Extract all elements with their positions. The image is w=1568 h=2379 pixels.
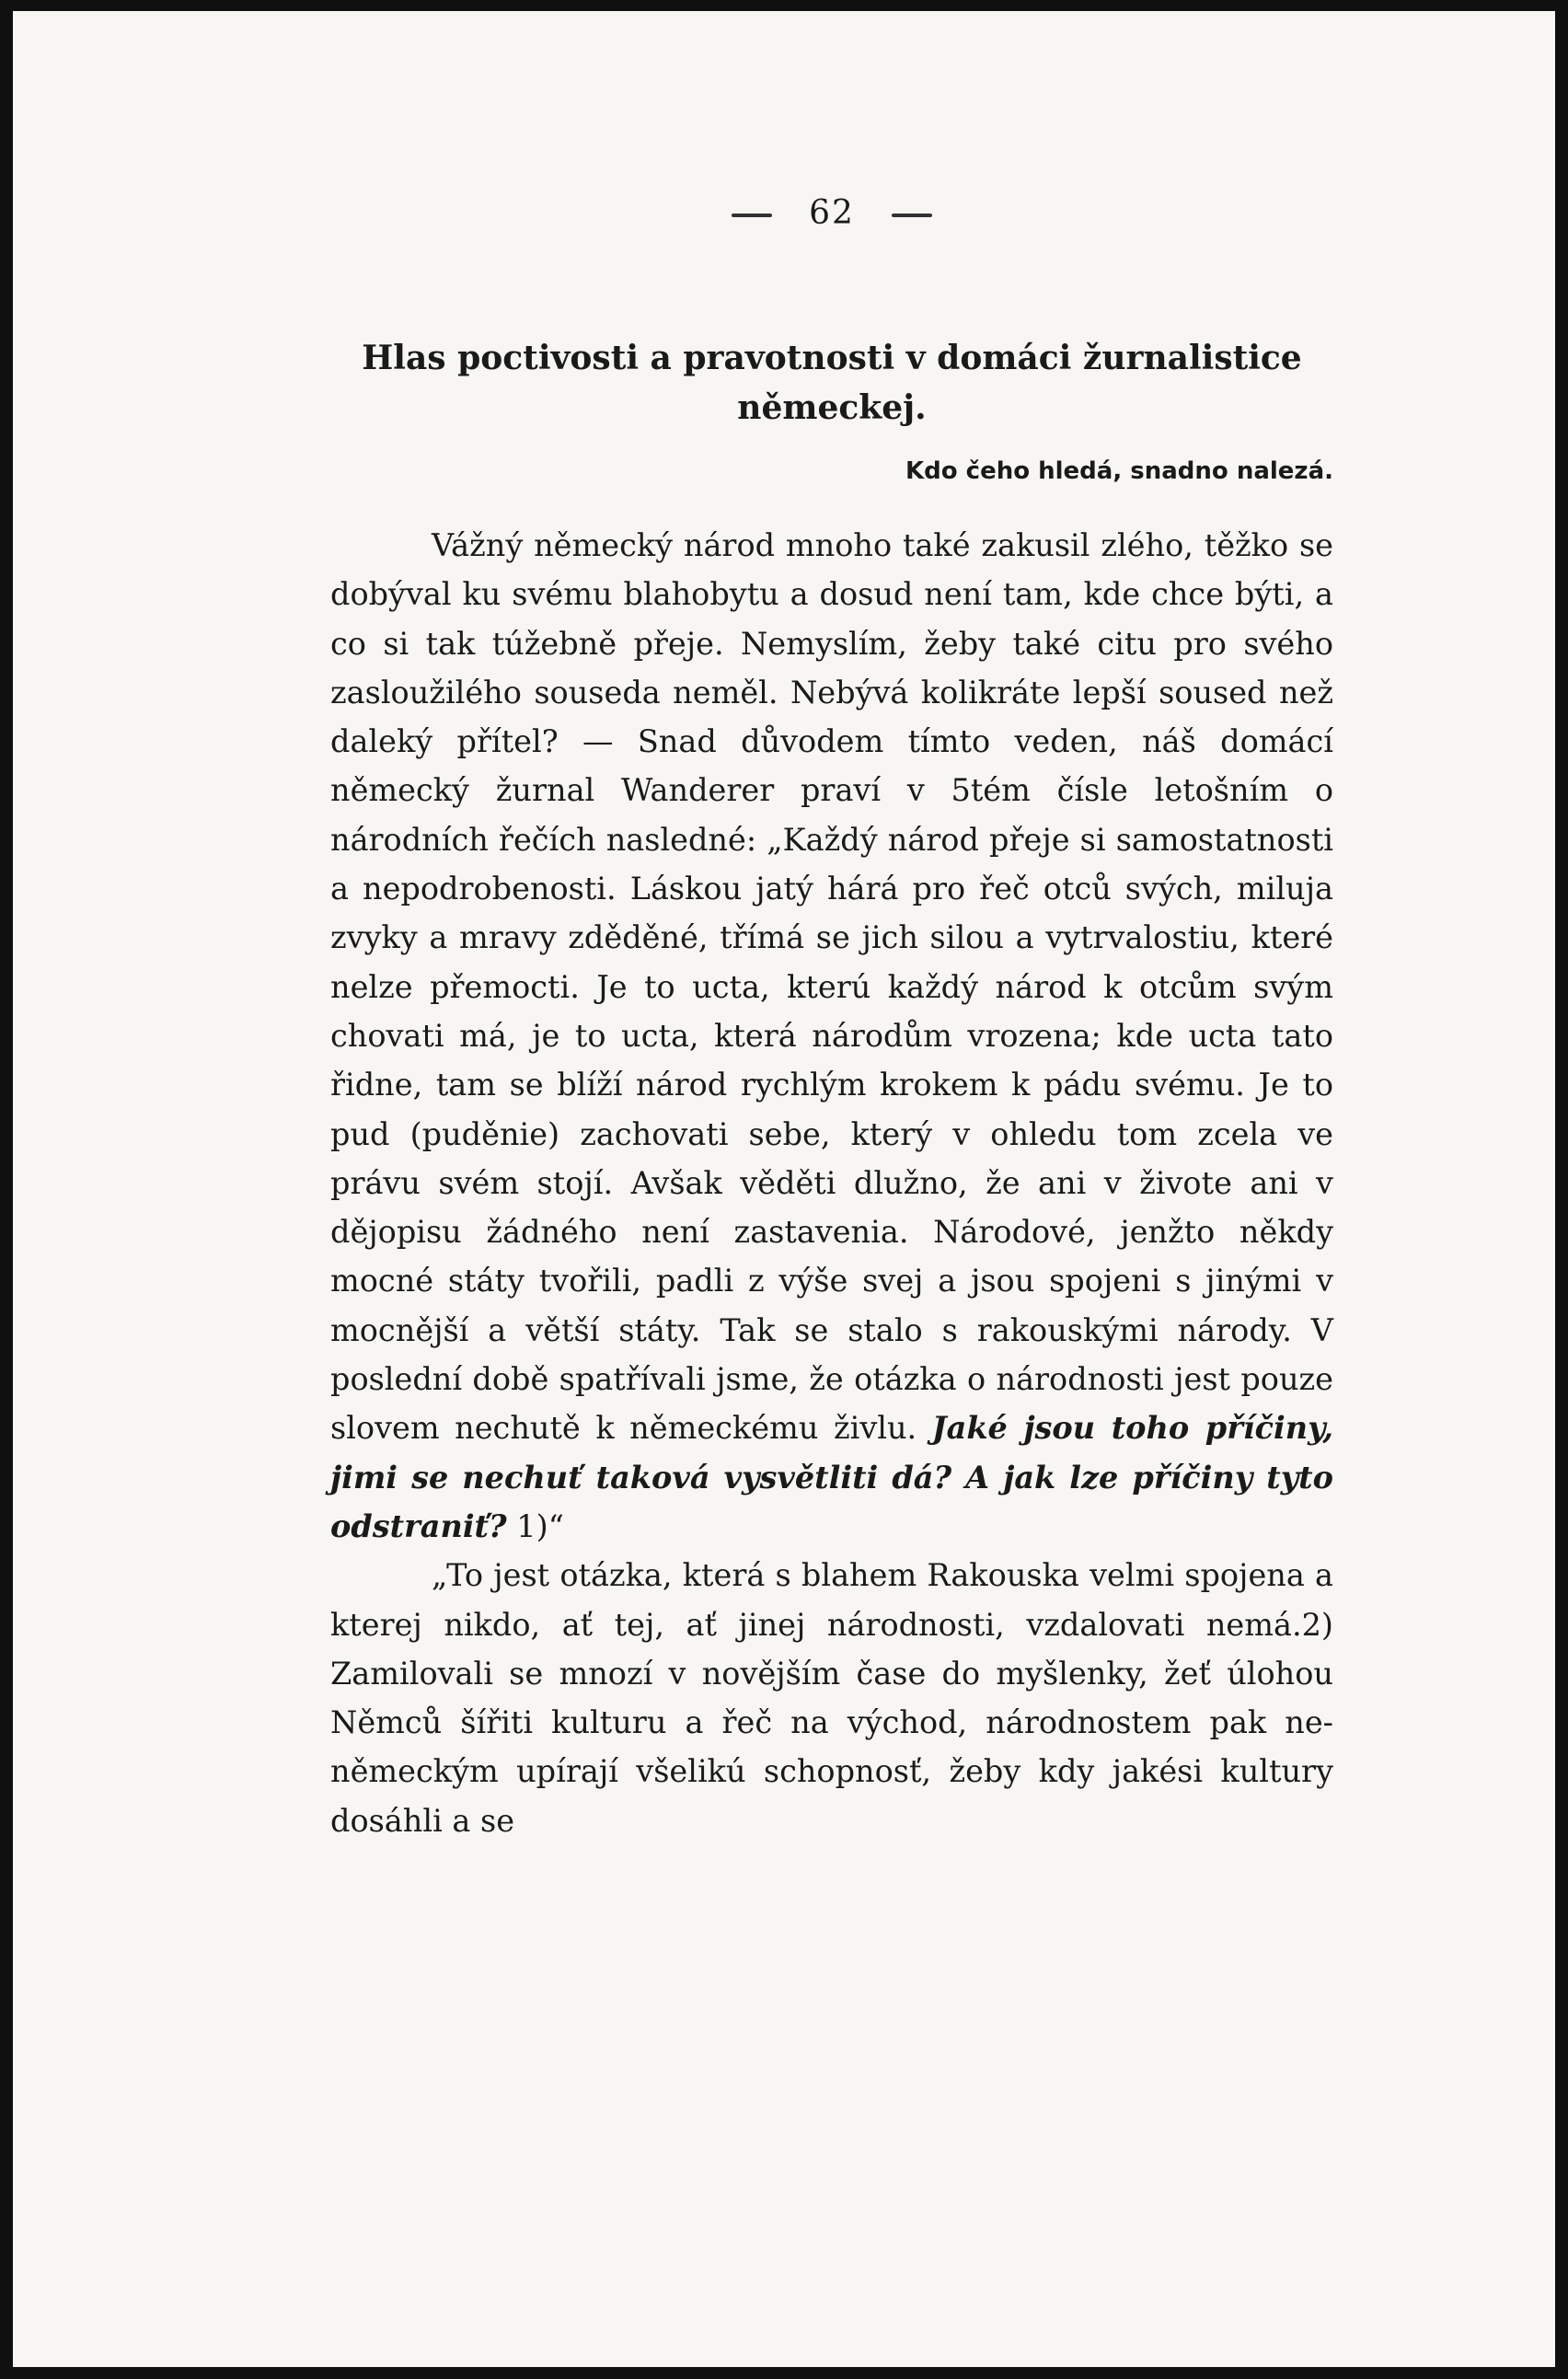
paragraph-footnote-ref: 1)“ [506,1507,564,1544]
motto: Kdo čeho hledá, snadno nalezá. [905,457,1333,485]
paragraph [330,521,1333,1551]
paragraph-text: Vážný německý národ mnoho také zakusil zlého, těžko se dobýval ku svému blahobytu a dosud není tam, kde chce býti, a co si tak túžebně přeje. Nemyslím, žeby také citu pro svého zasloužilého souseda neměl. Nebývá kolikráte lepší soused než daleký přítel? — Snad důvodem tímto veden, náš domácí německý žurnal Wanderer praví v 5tém čísle letošním o národních řečích nasledné: „Každý národ přeje si samostatnosti a nepodrobenosti. Láskou jatý hárá pro řeč otců svých, miluja zvyky a mravy zděděné, třímá se jich silou a vytrvalostiu, které nelze přemocti. Je to ucta, kterú každý národ k otcům svým chovati má, je to ucta, která národům vrozena; kde ucta tato řidne, tam se blíží národ rychlým krokem k pádu svému. Je to pud (puděnie) zachovati sebe, který v ohledu tom zcela ve právu svém stojí. Avšak věděti dlužno, že ani v živote ani v dějopisu žádného není zastavenia. Národové, jenžto někdy mocné státy tvořili, padli z výše svej a jsou spojeni s jinými v mocnější a větší státy. Tak se stalo s rakouskými národy. V poslední době spatřívali jsme, že otázka o národnosti jest pouze slovem nechutě k německému živlu. [330,527,1333,1447]
article-title: Hlas poctivosti a pravotnosti v domáci žurnalistice německej. [362,339,1302,427]
ornament-dash-right [892,214,932,217]
paragraph-emphasis: Jaké jsou toho příčiny, jimi se nechuť taková vysvětliti dá? A jak lze příčiny tyto odstraniť? [330,1410,1333,1544]
page-text-block [330,186,1333,1845]
paragraph: „To jest otázka, která s blahem Rakouska velmi spojena a kterej nikdo, ať tej, ať jinej národnosti, vzdalovati nemá.2) Zamilovali se mnozí v novějším čase do myšlenky, žeť úlohou Němců šířiti kulturu a řeč na východ, národnostem pak ne-německým upírají všelikú schopnosť, žeby kdy jakési kultury dosáhli a se [330,1557,1333,1839]
page-number-header [330,186,1333,241]
ornament-dash-left [732,214,772,217]
page-number: 62 [809,194,855,232]
book-page [13,11,1555,2367]
